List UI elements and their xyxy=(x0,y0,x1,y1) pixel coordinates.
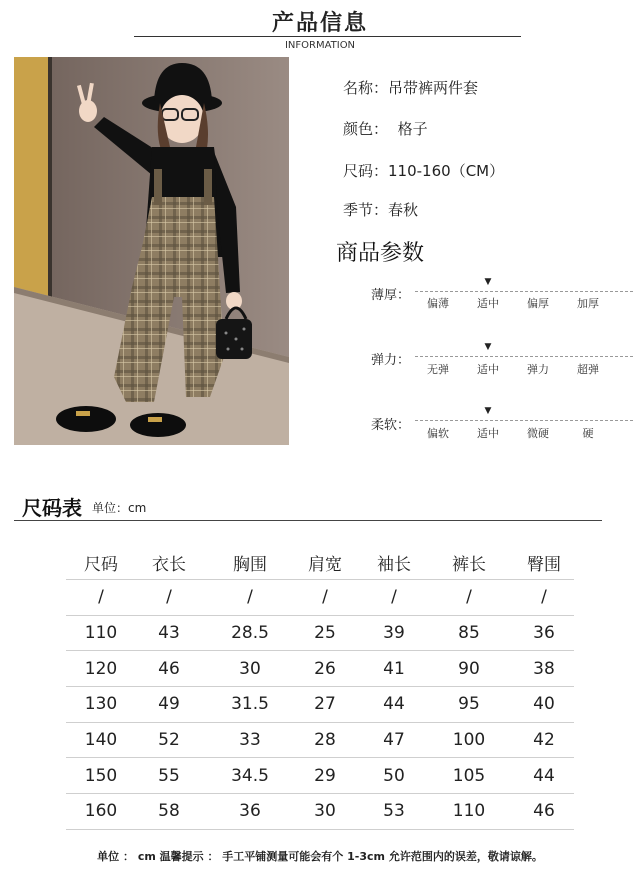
param-line-elasticity xyxy=(415,356,633,357)
table-cell: 140 xyxy=(84,730,118,751)
table-cell: 26 xyxy=(314,658,336,679)
table-row xyxy=(66,723,574,759)
table-header-cell: 胸围 xyxy=(233,554,267,575)
size-chart-divider xyxy=(14,520,602,521)
size-chart-title: 尺码表 xyxy=(22,496,82,520)
param-line-thickness xyxy=(415,291,633,292)
table-row xyxy=(66,651,574,687)
table-cell: 105 xyxy=(452,765,486,786)
table-cell: 27 xyxy=(314,694,336,715)
product-photo xyxy=(14,57,289,445)
table-cell: 42 xyxy=(533,730,555,751)
table-cell: 90 xyxy=(458,658,480,679)
table-header-cell: 臀围 xyxy=(527,554,561,575)
table-cell: 130 xyxy=(84,694,118,715)
table-cell: 110 xyxy=(84,623,118,644)
table-row xyxy=(66,758,574,794)
table-row xyxy=(66,616,574,652)
table-header-cell: 袖长 xyxy=(377,554,411,575)
table-cell: 49 xyxy=(158,694,180,715)
table-header-row xyxy=(66,545,574,580)
info-season-label: 季节： xyxy=(343,201,389,219)
info-size-label: 尺码： xyxy=(343,162,389,180)
table-cell: 110 xyxy=(452,801,486,822)
info-name xyxy=(343,77,478,98)
param-option: 无弹 xyxy=(427,363,449,376)
info-size-value: 110-160（CM） xyxy=(388,162,505,180)
table-cell: 41 xyxy=(383,658,405,679)
param-marker-thickness: ▼ xyxy=(484,277,492,287)
table-header-cell: 裤长 xyxy=(452,554,486,575)
info-name-label: 名称： xyxy=(343,79,389,97)
table-cell: 31.5 xyxy=(231,694,269,715)
param-option: 加厚 xyxy=(577,297,599,310)
table-row xyxy=(66,687,574,723)
param-option: 偏薄 xyxy=(427,297,449,310)
table-cell: 85 xyxy=(458,623,480,644)
table-cell: / xyxy=(322,587,328,608)
param-label-elasticity: 弹力： xyxy=(371,353,411,368)
info-name-value: 吊带裤两件套 xyxy=(388,79,479,97)
param-option: 超弹 xyxy=(577,363,599,376)
table-row xyxy=(66,794,574,830)
param-marker-softness: ▼ xyxy=(484,406,492,416)
title-divider xyxy=(134,36,521,37)
table-cell: 44 xyxy=(383,694,405,715)
info-season-value: 春秋 xyxy=(388,201,419,219)
footer-note: 单位 ： cm 温馨提示 ： 手工平铺测量可能会有个 1-3cm 允许范围内的误差，敬请谅解。 xyxy=(97,850,543,863)
table-cell: 58 xyxy=(158,801,180,822)
table-cell: 25 xyxy=(314,623,336,644)
table-cell: 30 xyxy=(314,801,336,822)
info-color-label: 颜色： xyxy=(343,120,389,138)
table-cell: 120 xyxy=(84,658,118,679)
param-option: 偏软 xyxy=(427,427,449,440)
table-cell: 47 xyxy=(383,730,405,751)
table-cell: 28 xyxy=(314,730,336,751)
size-table xyxy=(66,545,574,830)
table-cell: 38 xyxy=(533,658,555,679)
info-size xyxy=(343,160,504,181)
table-cell: 40 xyxy=(533,694,555,715)
param-label-softness: 柔软： xyxy=(371,418,411,433)
param-option: 偏厚 xyxy=(527,297,549,310)
table-cell: 53 xyxy=(383,801,405,822)
table-header-cell: 尺码 xyxy=(84,554,118,575)
table-cell: 150 xyxy=(84,765,118,786)
table-cell: 43 xyxy=(158,623,180,644)
table-cell: 100 xyxy=(452,730,486,751)
table-cell: 46 xyxy=(533,801,555,822)
table-cell: / xyxy=(466,587,472,608)
table-cell: 160 xyxy=(84,801,118,822)
table-cell: 52 xyxy=(158,730,180,751)
table-cell: 28.5 xyxy=(231,623,269,644)
table-cell: 36 xyxy=(533,623,555,644)
param-option: 适中 xyxy=(477,363,499,376)
info-season xyxy=(343,199,418,220)
table-cell: / xyxy=(247,587,253,608)
table-cell: 95 xyxy=(458,694,480,715)
page-subtitle: INFORMATION xyxy=(284,40,356,51)
table-cell: / xyxy=(98,587,104,608)
param-label-thickness: 薄厚： xyxy=(371,288,411,303)
param-option: 硬 xyxy=(582,427,594,440)
table-header-cell: 衣长 xyxy=(152,554,186,575)
table-cell: 39 xyxy=(383,623,405,644)
table-cell: 36 xyxy=(239,801,261,822)
param-marker-elasticity: ▼ xyxy=(484,342,492,352)
table-cell: 34.5 xyxy=(231,765,269,786)
info-color xyxy=(343,118,428,139)
table-cell: 46 xyxy=(158,658,180,679)
table-cell: 55 xyxy=(158,765,180,786)
size-chart-unit: 单位：cm xyxy=(92,501,147,515)
table-cell: 44 xyxy=(533,765,555,786)
table-cell: / xyxy=(541,587,547,608)
param-option: 微硬 xyxy=(527,427,549,440)
table-cell: 33 xyxy=(239,730,261,751)
table-cell: / xyxy=(391,587,397,608)
param-line-softness xyxy=(415,420,633,421)
table-cell: 29 xyxy=(314,765,336,786)
page-title: 产品信息 xyxy=(271,11,368,36)
table-row xyxy=(66,580,574,616)
table-header-cell: 肩宽 xyxy=(308,554,342,575)
param-option: 适中 xyxy=(477,427,499,440)
param-option: 弹力 xyxy=(527,363,549,376)
info-color-value: 格子 xyxy=(397,120,428,138)
table-cell: 30 xyxy=(239,658,261,679)
params-title: 商品参数 xyxy=(336,241,425,266)
table-cell: / xyxy=(166,587,172,608)
param-option: 适中 xyxy=(477,297,499,310)
table-cell: 50 xyxy=(383,765,405,786)
